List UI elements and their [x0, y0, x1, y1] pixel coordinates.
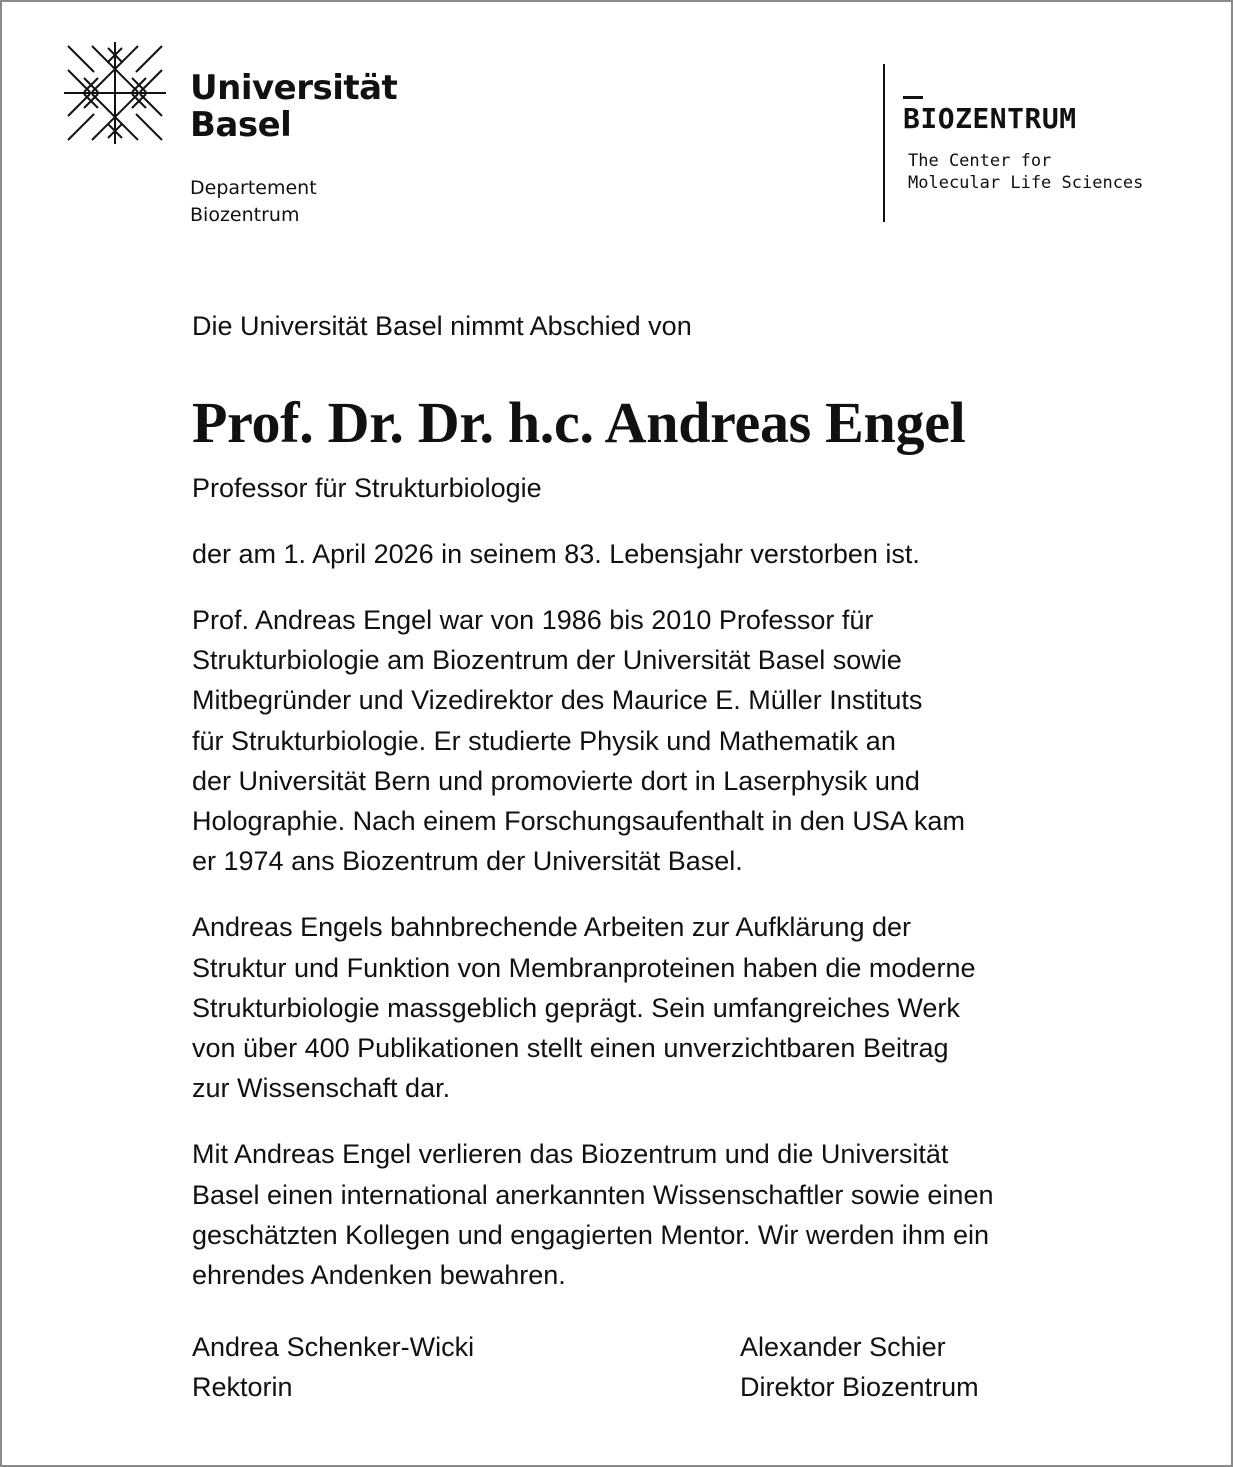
paragraph-line: Basel einen international anerkannten Wissenschaftler sowie einen [192, 1179, 994, 1210]
university-wordmark [190, 70, 397, 144]
notice-body [192, 306, 1202, 1295]
unibas-logo-icon [64, 42, 166, 144]
signatory-title: Rektorin [192, 1372, 293, 1402]
paragraph-line: Andreas Engels bahnbrechende Arbeiten zur Aufklärung der [192, 912, 911, 943]
university-wordmark-line2: Basel [190, 105, 292, 145]
paragraph-line: der Universität Bern und promovierte dort in Laserphysik und [192, 765, 920, 796]
paragraph-line: von über 400 Publikationen stellt einen unverzichtbaren Beitrag [192, 1033, 949, 1064]
deceased-name: Prof. Dr. Dr. h.c. Andreas Engel [192, 390, 966, 455]
paragraph-line: für Strukturbiologie. Er studierte Physik und Mathematik an [192, 725, 896, 756]
biography-paragraph [192, 600, 1202, 881]
signatory-name: Andrea Schenker-Wicki [192, 1332, 475, 1362]
paragraph-line: Strukturbiologie am Biozentrum der Universität Basel sowie [192, 645, 902, 676]
paragraph-line: zur Wissenschaft dar. [192, 1073, 451, 1104]
paragraph-line: er 1974 ans Biozentrum der Universität Basel. [192, 846, 743, 877]
signatory-name: Alexander Schier [740, 1332, 946, 1362]
paragraph-line: ehrendes Andenken bewahren. [192, 1260, 566, 1291]
department-line1: Departement [190, 177, 317, 199]
paragraph-line: Prof. Andreas Engel war von 1986 bis 2010 Professor für [192, 605, 874, 635]
tribute-paragraph [192, 1134, 1202, 1295]
paragraph-line: Mitbegründer und Vizedirektor des Maurice E. Müller Instituts [192, 685, 923, 716]
signature-rector [192, 1327, 474, 1407]
paragraph-line: Mit Andreas Engel verlieren das Biozentrum und die Universität [192, 1139, 949, 1170]
research-paragraph [192, 907, 1202, 1108]
department-label [190, 175, 317, 229]
paragraph-line: Struktur und Funktion von Membranproteinen haben die moderne [192, 952, 976, 983]
paragraph-line: Strukturbiologie massgeblich geprägt. Sein umfangreiches Werk [192, 992, 960, 1023]
death-statement: der am 1. April 2026 in seinem 83. Lebensjahr verstorben ist. [192, 539, 920, 569]
signatory-title: Direktor Biozentrum [740, 1372, 979, 1402]
university-wordmark-line1: Universität [190, 68, 398, 108]
header-divider [883, 64, 885, 222]
department-line2: Biozentrum [190, 204, 300, 226]
biozentrum-logo-bar-icon [903, 96, 923, 99]
paragraph-line: Holographie. Nach einem Forschungsaufenthalt in den USA kam [192, 806, 965, 837]
biozentrum-tagline-line1: The Center for [908, 151, 1052, 171]
signature-director [740, 1327, 979, 1407]
biozentrum-tagline [908, 150, 1143, 194]
paragraph-line: geschätzten Kollegen und engagierten Mentor. Wir werden ihm ein [192, 1219, 989, 1250]
notice-intro: Die Universität Basel nimmt Abschied von [192, 311, 692, 341]
biozentrum-logo-name: BIOZENTRUM [903, 102, 1077, 135]
deceased-role: Professor für Strukturbiologie [192, 473, 542, 503]
biozentrum-tagline-line2: Molecular Life Sciences [908, 173, 1144, 193]
